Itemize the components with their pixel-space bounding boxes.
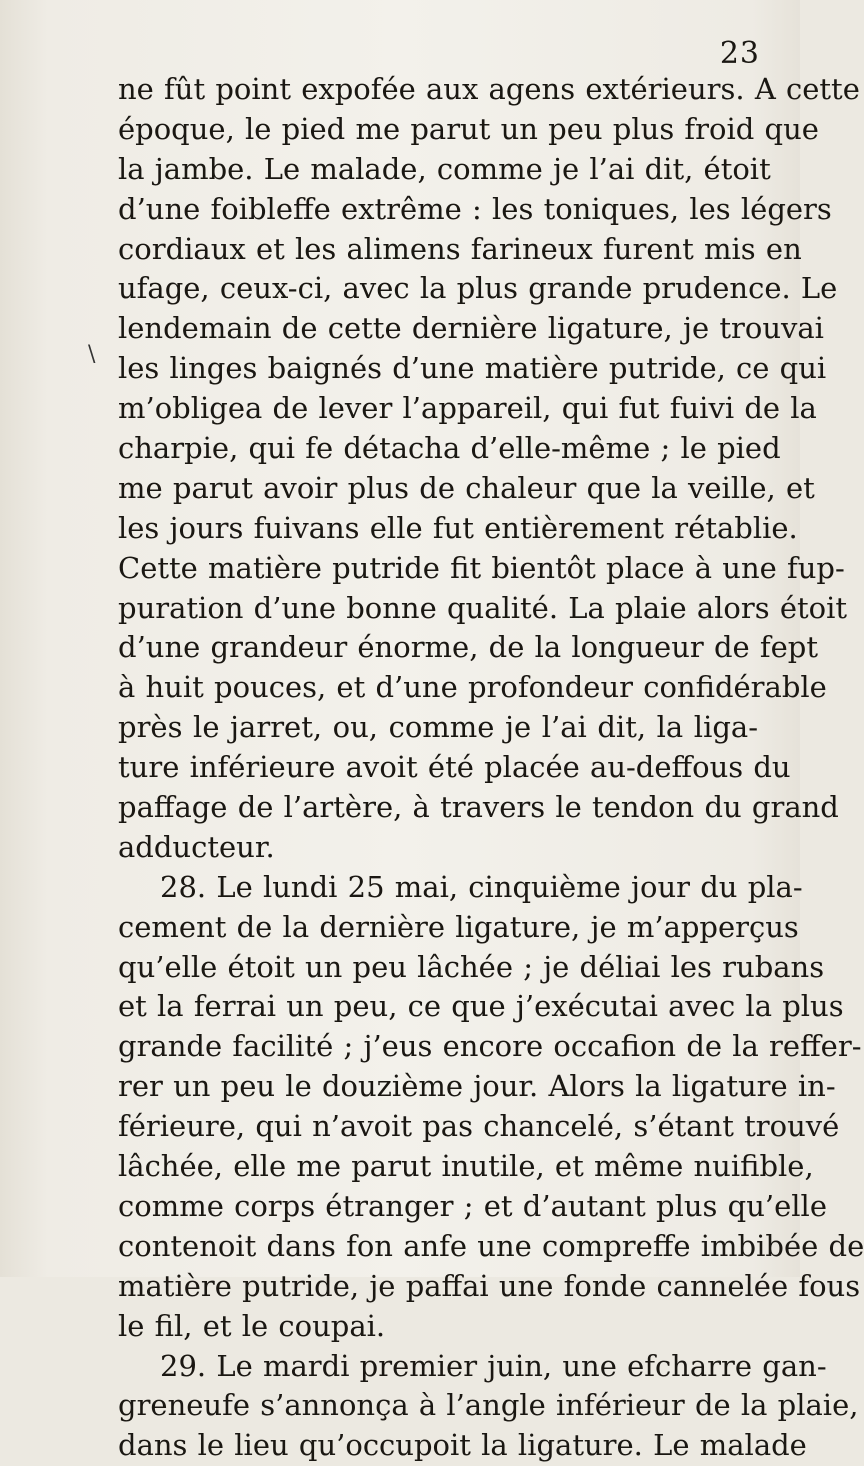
text-line: 28. Le lundi 25 mai, cinquième jour du pla- [160,869,803,904]
text-line: férieure, qui n’avoit pas chancelé, s’étant trouvé [118,1109,840,1144]
body-text [118,70,864,1466]
text-line: lâchée, elle me parut inutile, et même nuifible, [118,1149,814,1184]
text-line: les jours fuivans elle fut entièrement rétablie. [118,510,798,545]
text-line: cement de la dernière ligature, je m’apperçus [118,909,799,944]
text-line: cordiaux et les alimens farineux furent mis en [118,231,802,266]
text-line: matière putride, je paffai une fonde cannelée fous [118,1268,861,1303]
text-line: charpie, qui fe détacha d’elle-même ; le pied [118,431,781,466]
text-line: et la ferrai un peu, ce que j’exécutai avec la plus [118,989,844,1024]
text-line: contenoit dans fon anfe une compreffe imbibée de [118,1228,864,1263]
margin-mark: \ [88,342,96,367]
text-line: greneufe s’annonça à l’angle inférieur de la plaie, [118,1388,859,1423]
text-line: me parut avoir plus de chaleur que la veille, et [118,470,815,505]
text-line: puration d’une bonne qualité. La plaie alors étoit [118,590,848,625]
text-line: 29. Le mardi premier juin, une efcharre gan- [160,1348,827,1383]
text-line: paffage de l’artère, à travers le tendon du grand [118,790,839,825]
text-line: d’une foibleffe extrême : les toniques, les légers [118,191,832,226]
text-line: comme corps étranger ; et d’autant plus qu’elle [118,1188,827,1223]
page-number: 23 [719,36,760,71]
text-line: époque, le pied me parut un peu plus froid que [118,111,819,146]
text-line: ture inférieure avoit été placée au-deffous du [118,750,791,785]
text-line: lendemain de cette dernière ligature, je trouvai [118,311,824,346]
text-line: ufage, ceux-ci, avec la plus grande prudence. Le [118,271,838,306]
text-line: rer un peu le douzième jour. Alors la ligature in- [118,1069,836,1104]
text-line: près le jarret, ou, comme je l’ai dit, la liga- [118,710,758,745]
text-line: grande facilité ; j’eus encore occafion de la reffer- [118,1029,862,1064]
text-line: à huit pouces, et d’une profondeur confidérable [118,670,827,705]
text-line: m’obligea de lever l’appareil, qui fut fuivi de la [118,391,817,426]
text-line: la jambe. Le malade, comme je l’ai dit, étoit [118,151,771,186]
text-line: d’une grandeur énorme, de la longueur de fept [118,630,819,665]
text-line: le fil, et le coupai. [118,1308,386,1343]
text-line: les linges baignés d’une matière putride, ce qui [118,351,827,386]
text-line: Cette matière putride fit bientôt place à une fup- [118,550,845,585]
text-line: adducteur. [118,829,275,864]
text-line: qu’elle étoit un peu lâchée ; je déliai les rubans [118,949,825,984]
text-line: dans le lieu qu’occupoit la ligature. Le malade [118,1428,807,1463]
text-line: ne fût point expofée aux agens extérieurs. A cette [118,72,860,106]
